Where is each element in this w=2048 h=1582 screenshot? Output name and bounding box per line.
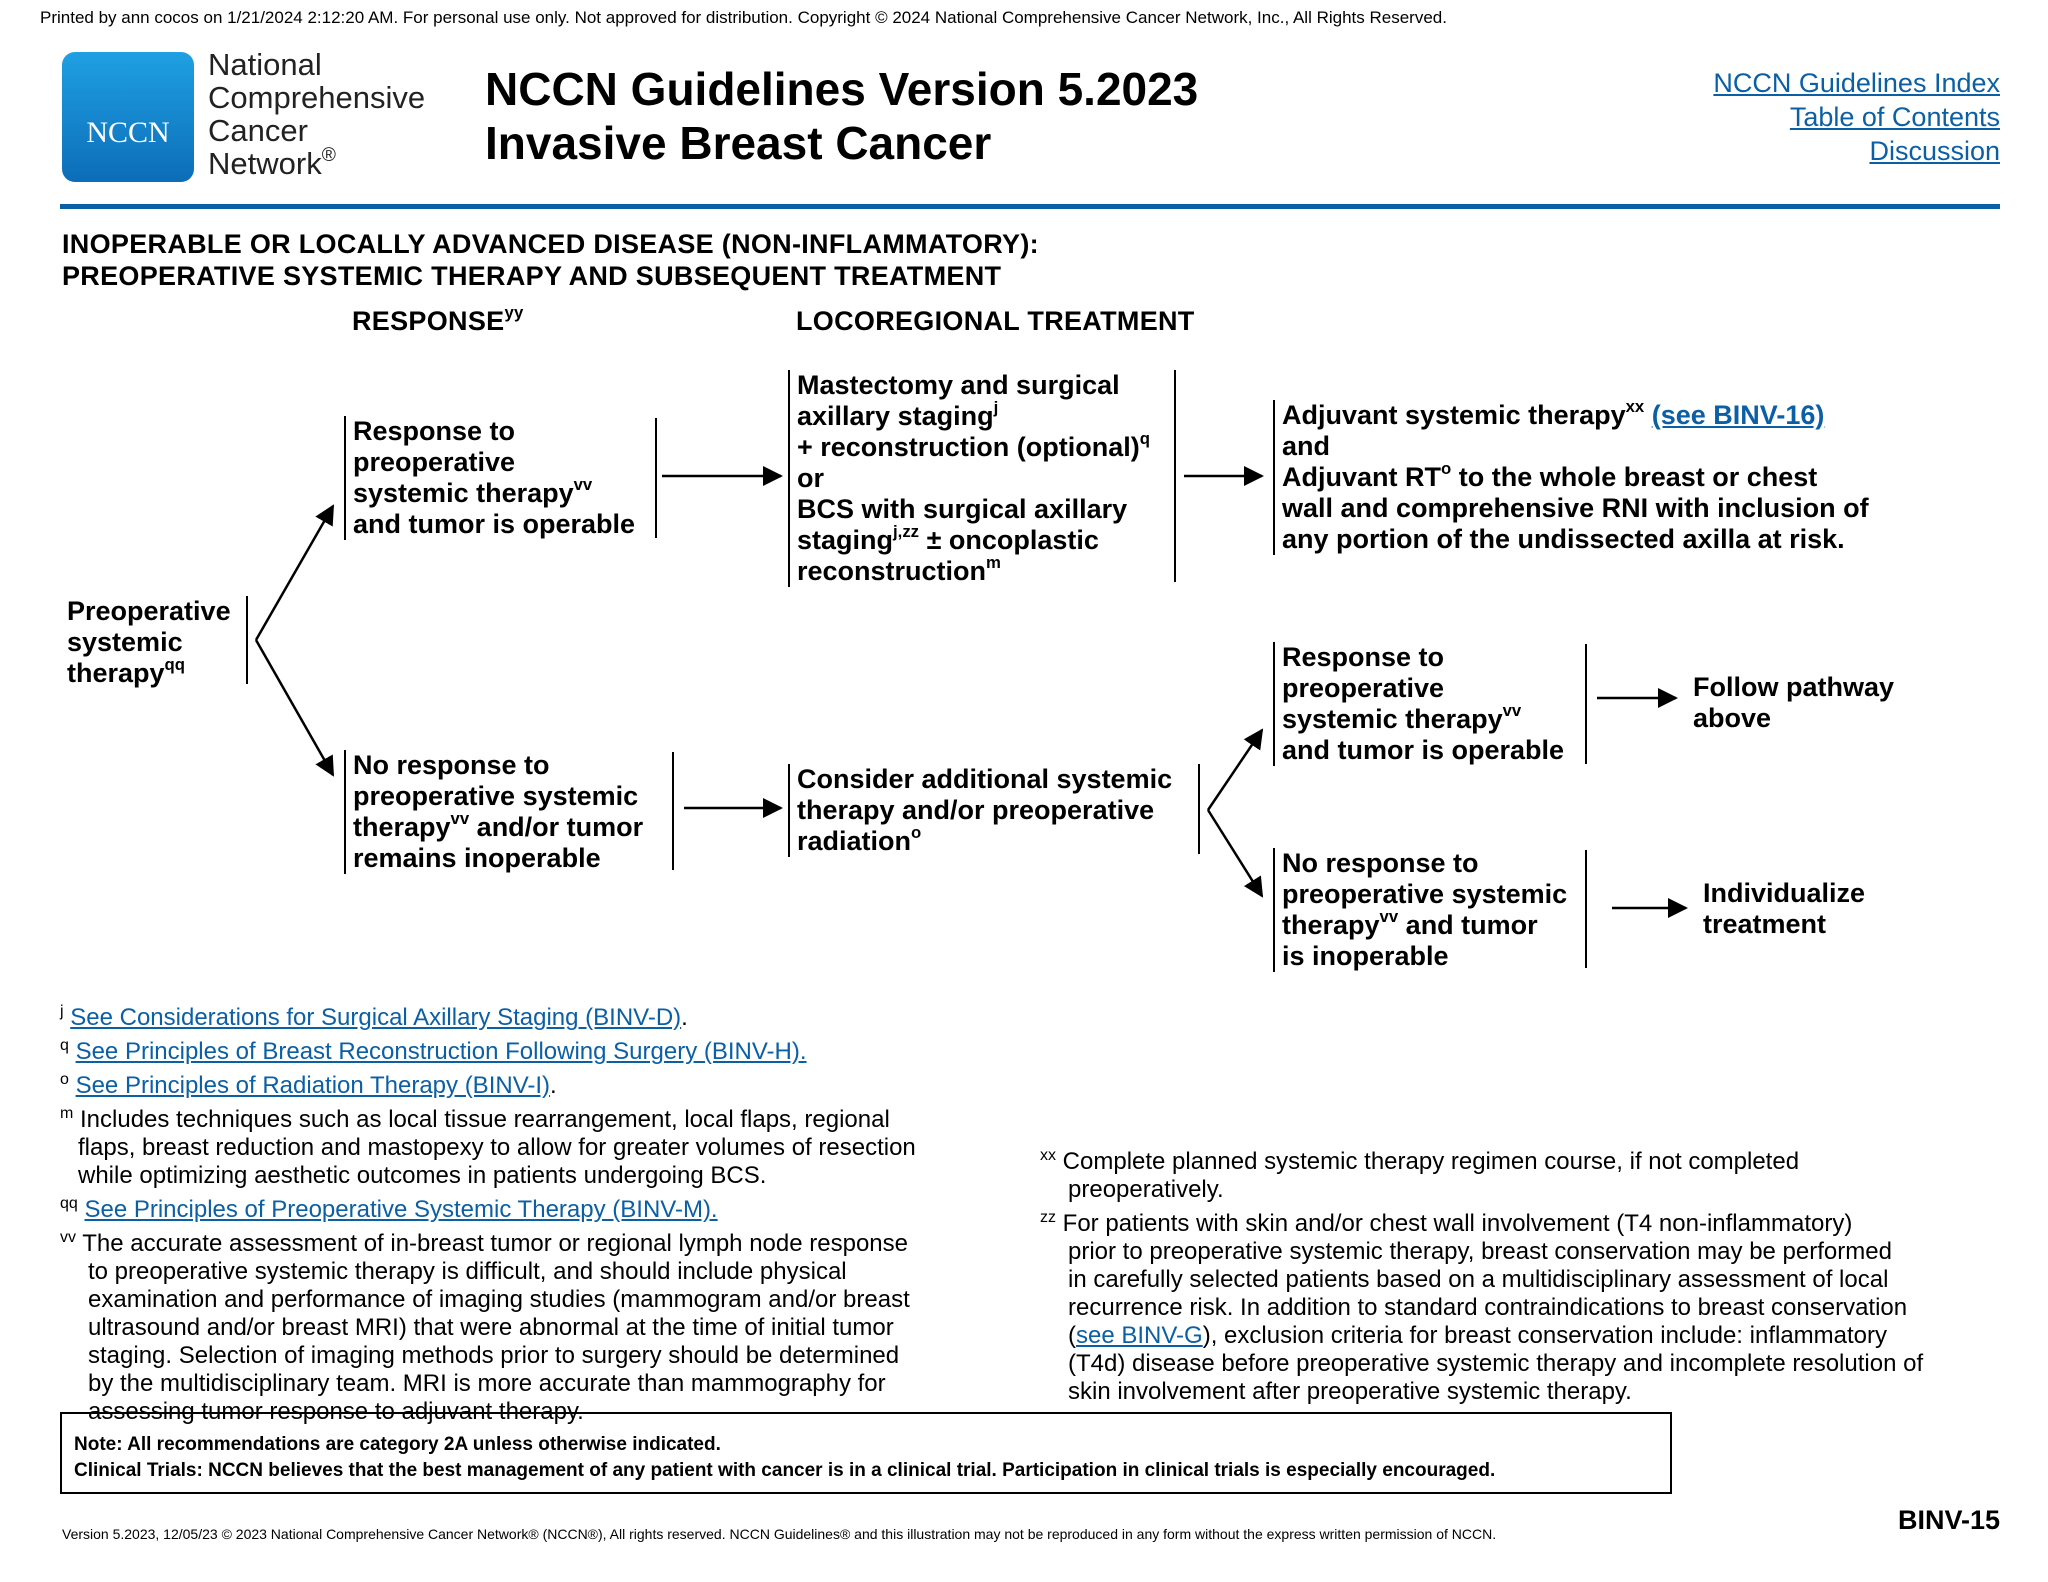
binv-m-link[interactable]: See Principles of Preoperative Systemic Therapy (BINV-M).: [84, 1196, 718, 1223]
footnote-qq: $^{qq}$ See Principles of Preoperative Systemic Therapy (BINV-M).: [60, 1195, 718, 1223]
footnotes-left: [60, 998, 1010, 1426]
binv-i-link[interactable]: See Principles of Radiation Therapy (BINV-I): [75, 1072, 551, 1099]
arrow-to-no-response: [256, 640, 333, 775]
note-box: [60, 1412, 1672, 1494]
response-operable-box: Response to preoperative systemic therapy$^{vv}$ and tumor is operable: [344, 416, 659, 540]
footnotes-right: [1040, 1142, 2010, 1406]
arrow-to-response: [256, 506, 333, 640]
see-binv-16-link[interactable]: (see BINV-16): [1651, 400, 1825, 430]
start-box: Preoperative systemic therapy$^{qq}$: [67, 596, 231, 688]
binv-h-link[interactable]: See Principles of Breast Reconstruction Following Surgery (BINV-H).: [75, 1038, 807, 1065]
logo-acronym: NCCN: [86, 116, 170, 149]
footnote-vv: $^{vv}$ The accurate assessment of in-breast tumor or regional lymph node response to preoperative systemic therapy is difficult, and should include physical examination and performance of imaging studies (mammogram and/or breast ultrasound and/or breast MRI) that were abnormal at the time of initial tumor staging. Selection of imaging methods prior to surgery should be determined by the multidisciplinary team. MRI is more accurate than mammography for assessing tumor response to adjuvant therapy.: [60, 1229, 910, 1425]
second-no-response-box: No response to preoperative systemic therapy$^{vv}$ and tumor is inoperable: [1273, 848, 1590, 972]
no-response-box: No response to preoperative systemic therapy$^{vv}$ and/or tumor remains inoperable: [344, 750, 673, 874]
surgery-box: Mastectomy and surgical axillary staging$^j$ + reconstruction (optional)$^q$ or BCS with surgical axillary staging$^{j,zz}$ ± oncoplastic reconstruction$^m$: [788, 370, 1177, 587]
footnote-q: $^q$ See Principles of Breast Reconstruction Following Surgery (BINV-H).: [60, 1037, 807, 1065]
second-response-box: Response to preoperative systemic therapy$^{vv}$ and tumor is operable: [1273, 642, 1590, 766]
org-line: Comprehensive: [208, 80, 426, 115]
individualize-box: Individualize treatment: [1703, 878, 1866, 939]
note-line-1: Note: All recommendations are category 2A unless otherwise indicated.: [74, 1434, 721, 1455]
column-header-locoregional: LOCOREGIONAL TREATMENT: [796, 306, 1195, 336]
heading-line-1: INOPERABLE OR LOCALLY ADVANCED DISEASE (NON-INFLAMMATORY):: [62, 229, 1039, 259]
copyright-footer: Version 5.2023, 12/05/23 © 2023 National Comprehensive Cancer Network® (NCCN®), All rights reserved. NCCN Guidelines® and this illustration may not be reproduced in any form without the express written permission of NCCN.: [62, 1526, 1497, 1542]
org-line: Network: [208, 146, 322, 181]
title-line-2: Invasive Breast Cancer: [485, 117, 992, 169]
table-of-contents-link[interactable]: Table of Contents: [1789, 102, 2000, 132]
follow-pathway-box: Follow pathway above: [1693, 672, 1895, 733]
registered-mark: ®: [321, 144, 336, 166]
print-notice: Printed by ann cocos on 1/21/2024 2:12:20 AM. For personal use only. Not approved for distribution. Copyright © 2024 National Comprehensive Cancer Network, Inc., All Rights Reserved.: [40, 8, 1447, 27]
title-line-1: NCCN Guidelines Version 5.2023: [485, 63, 1199, 115]
footnote-m: $^m$ Includes techniques such as local tissue rearrangement, local flaps, regional flaps, breast reduction and mastopexy to allow for greater volumes of resection while optimizing aesthetic outcomes in patients undergoing BCS.: [60, 1105, 916, 1189]
note-line-2: Clinical Trials: NCCN believes that the best management of any patient with cancer is in a clinical trial. Participation in clinical trials is especially encouraged.: [74, 1460, 1496, 1481]
org-line: Cancer: [208, 113, 308, 148]
footnote-j: $^j$ See Considerations for Surgical Axillary Staging (BINV-D).: [60, 1003, 688, 1031]
consider-box: Consider additional systemic therapy and/or preoperative radiation$^o$: [788, 764, 1197, 857]
arrow-to-second-response: [1208, 730, 1262, 810]
page-id: BINV-15: [1897, 1505, 2000, 1535]
discussion-link[interactable]: Discussion: [1869, 136, 2000, 166]
footnote-o: $^o$ See Principles of Radiation Therapy (BINV-I).: [60, 1071, 557, 1099]
guidelines-index-link[interactable]: NCCN Guidelines Index: [1713, 68, 2000, 98]
binv-d-link[interactable]: See Considerations for Surgical Axillary Staging (BINV-D): [70, 1004, 682, 1031]
footnote-zz: $^{zz}$ For patients with skin and/or chest wall involvement (T4 non-inflammatory) prior to preoperative systemic therapy, breast conservation may be performed in carefully selected patients based on a multidisciplinary assessment of local recurrence risk. In addition to standard contraindications to breast conservation (see BINV-G), exclusion criteria for breast conservation include: inflammatory (T4d) disease before preoperative systemic therapy and incomplete resolution of skin involvement after preoperative systemic therapy.: [1040, 1209, 1924, 1405]
footnote-xx: $^{xx}$ Complete planned systemic therapy regimen course, if not completed preoperatively.: [1040, 1147, 1800, 1203]
column-header-response: $RESPONSE^{yy}$: [352, 303, 524, 336]
binv-g-link[interactable]: see BINV-G: [1076, 1322, 1203, 1349]
org-line: National: [208, 47, 322, 82]
adjuvant-box: Adjuvant systemic therapy$^{xx}$ (see BINV-16) and Adjuvant $RT^o$ to the whole breast or chest wall and comprehensive RNI with inclusion of any portion of the undissected axilla at risk.: [1273, 400, 1922, 555]
arrow-to-second-no-response: [1208, 810, 1262, 896]
heading-line-2: PREOPERATIVE SYSTEMIC THERAPY AND SUBSEQUENT TREATMENT: [62, 261, 1002, 291]
